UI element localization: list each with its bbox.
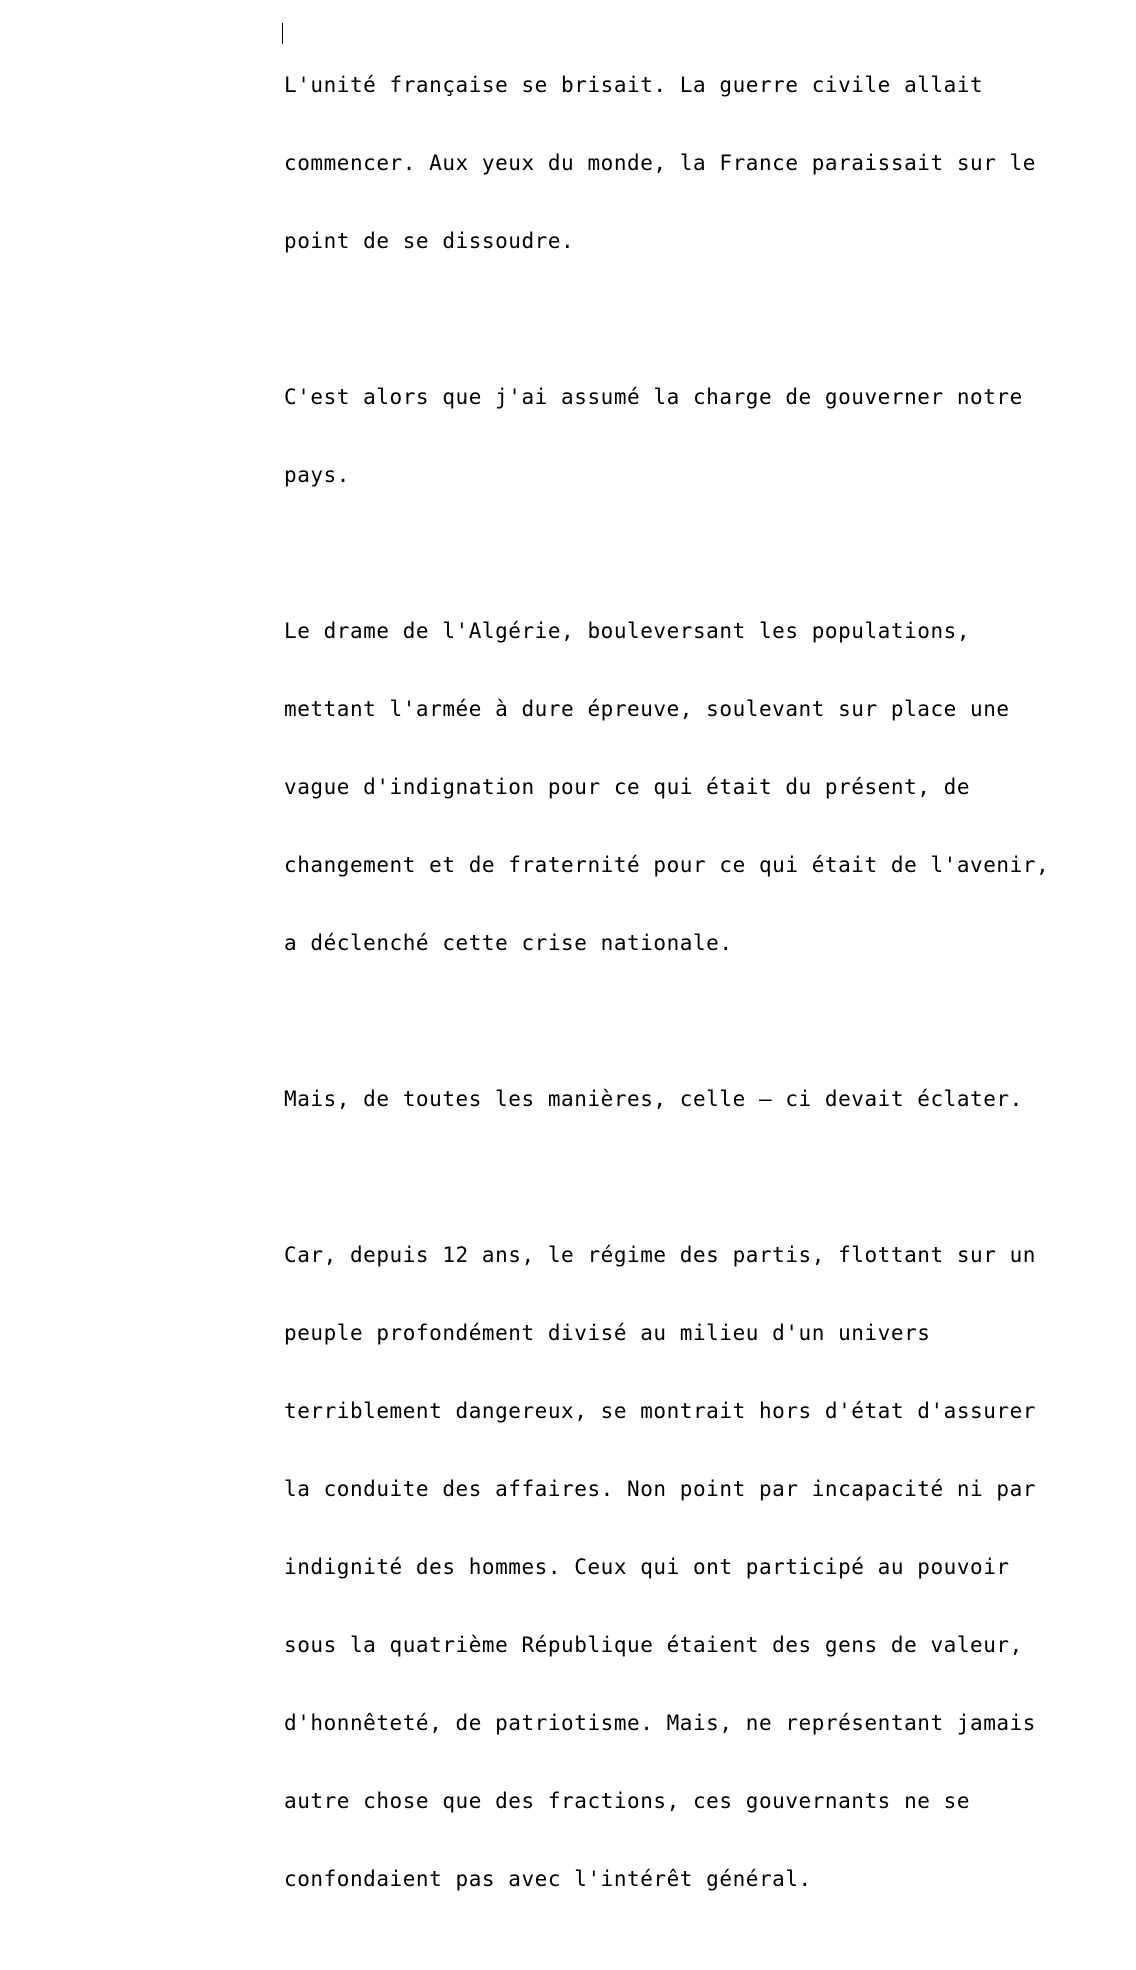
text-line: commencer. Aux yeux du monde, la France paraissait sur le xyxy=(284,151,1037,175)
text-line: Mais, de toutes les manières, celle – ci devait éclater. xyxy=(284,1087,1023,1111)
text-line: peuple profondément divisé au milieu d'un univers xyxy=(284,1321,931,1345)
document-body[interactable] xyxy=(284,20,1124,1970)
paragraph-3 xyxy=(284,566,1124,1008)
text-line: pays. xyxy=(284,463,350,487)
text-caret xyxy=(282,23,283,44)
paragraph-2 xyxy=(284,332,1124,540)
text-line: terriblement dangereux, se montrait hors d'état d'assurer xyxy=(284,1399,1037,1423)
text-line: Le drame de l'Algérie, bouleversant les populations, xyxy=(284,619,971,643)
text-line: changement et de fraternité pour ce qui était de l'avenir, xyxy=(284,853,1050,877)
text-line: sous la quatrième République étaient des gens de valeur, xyxy=(284,1633,1023,1657)
text-line: autre chose que des fractions, ces gouvernants ne se xyxy=(284,1789,971,1813)
paragraph-1 xyxy=(284,20,1124,306)
text-line: vague d'indignation pour ce qui était du présent, de xyxy=(284,775,971,799)
text-line: a déclenché cette crise nationale. xyxy=(284,931,733,955)
text-line: confondaient pas avec l'intérêt général. xyxy=(284,1867,812,1891)
text-line: indignité des hommes. Ceux qui ont participé au pouvoir xyxy=(284,1555,1010,1579)
paragraph-5 xyxy=(284,1190,1124,1944)
text-line: C'est alors que j'ai assumé la charge de gouverner notre xyxy=(284,385,1023,409)
text-line: L'unité française se brisait. La guerre civile allait xyxy=(284,73,984,97)
paragraph-4 xyxy=(284,1034,1124,1164)
text-line: point de se dissoudre. xyxy=(284,229,575,253)
text-line: la conduite des affaires. Non point par incapacité ni par xyxy=(284,1477,1037,1501)
text-line: mettant l'armée à dure épreuve, soulevant sur place une xyxy=(284,697,1010,721)
text-line: d'honnêteté, de patriotisme. Mais, ne représentant jamais xyxy=(284,1711,1037,1735)
text-line: Car, depuis 12 ans, le régime des partis, flottant sur un xyxy=(284,1243,1037,1267)
